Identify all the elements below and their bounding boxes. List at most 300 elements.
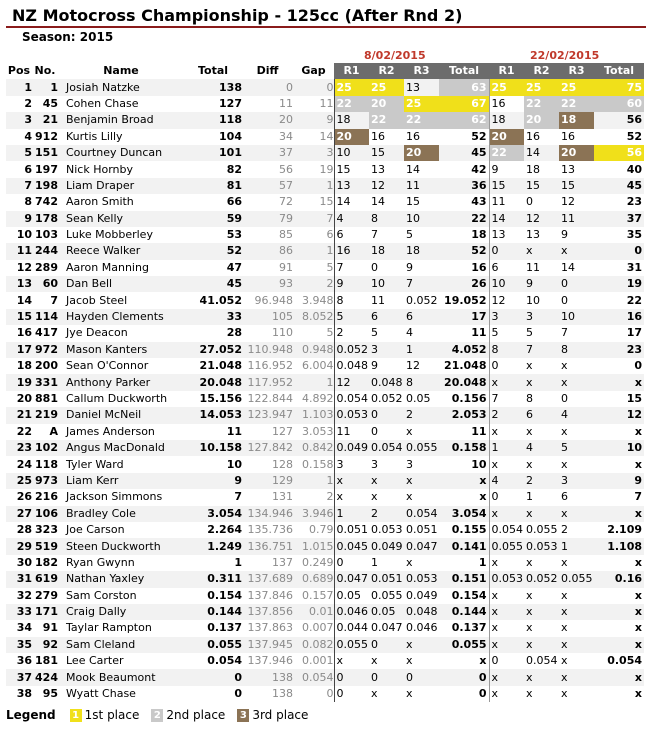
points-total: 7 (234, 490, 242, 504)
points-diff: 135.736 (247, 523, 293, 537)
rnd1-r2: 7 (371, 228, 378, 242)
rnd1-r1: x (334, 653, 369, 669)
table-row (6, 637, 644, 653)
points-total: 41.052 (199, 293, 242, 307)
rnd1-r1: 14 (334, 194, 369, 210)
rnd2-total: 19 (594, 276, 644, 292)
rnd1-total: 26 (439, 276, 489, 292)
rnd2-total: 1.108 (594, 538, 644, 554)
points-gap: 0 (293, 79, 334, 95)
rnd1-r1: 20 (334, 129, 369, 145)
rider-name: Steen Duckworth (58, 538, 184, 554)
number: 95 (42, 687, 58, 701)
rnd2-total: 75 (594, 79, 644, 95)
rnd2-r1: 25 (489, 79, 524, 95)
rnd2-total: 40 (626, 162, 642, 176)
rnd1-total: 67 (439, 96, 489, 112)
number: 279 (35, 588, 58, 602)
rnd1-r1: 0.049 (334, 440, 369, 456)
table-row (6, 456, 644, 472)
rnd2-r3: x (561, 359, 568, 373)
rnd1-total: 22 (439, 211, 489, 227)
number: 7 (50, 293, 58, 307)
rnd1-r3: x (406, 490, 413, 504)
rnd1-r3: 7 (404, 276, 439, 292)
rnd1-r3: 4 (406, 326, 413, 340)
rnd2-r3: 7 (561, 326, 568, 340)
number: 973 (32, 473, 58, 489)
header-no: No. (34, 64, 56, 78)
rnd2-r3: x (559, 637, 594, 653)
rnd2-total: 0.16 (594, 571, 644, 587)
pos: 2 (24, 96, 32, 110)
rnd1-r2: 0.048 (369, 374, 404, 390)
rnd1-r3: 18 (404, 243, 439, 259)
table-row (6, 440, 644, 456)
rnd2-total: x (594, 637, 644, 653)
rnd1-r1: 1 (334, 506, 369, 522)
points-total: 0.055 (184, 637, 242, 653)
rnd1-total: 0.151 (439, 571, 489, 587)
table-row (6, 292, 644, 308)
rnd2-r2: 15 (524, 178, 559, 194)
rnd1-total: 0 (478, 687, 487, 701)
points-gap: 0.157 (302, 588, 334, 602)
pos: 19 (6, 374, 32, 390)
table-row (6, 178, 644, 194)
pos: 33 (6, 604, 32, 620)
legend (6, 707, 316, 723)
rnd1-r2: x (369, 473, 404, 489)
table-row (6, 161, 644, 177)
table-row (6, 473, 644, 489)
points-gap: 0.842 (293, 440, 334, 456)
rnd2-r3: 0 (561, 293, 568, 307)
table-row (6, 669, 644, 685)
points-diff: 131 (272, 490, 293, 504)
rnd1-r2: 0 (369, 669, 404, 685)
rnd2-r1: x (489, 555, 524, 571)
points-diff: 138 (272, 687, 293, 701)
rnd2-total: 0.054 (607, 654, 642, 668)
points-gap: 3.948 (302, 293, 334, 307)
number: 198 (32, 178, 58, 194)
rnd1-total: 2.053 (439, 407, 489, 423)
rnd1-r2: 12 (369, 178, 404, 194)
points-gap: 15 (319, 195, 334, 209)
rnd1-r2: 14 (371, 195, 385, 209)
number: 171 (32, 604, 58, 620)
points-total: 20.048 (184, 374, 242, 390)
rnd1-r3: 6 (404, 309, 439, 325)
rnd1-r2: 1 (371, 555, 378, 569)
table-row (6, 391, 644, 407)
rider-name: Ryan Gwynn (66, 555, 135, 569)
rnd2-r1: x (489, 374, 524, 390)
points-gap: 14 (319, 129, 334, 143)
rnd1-r1: 9 (334, 276, 369, 292)
number: 619 (32, 571, 58, 587)
header-rnd2-r3: R3 (559, 63, 594, 79)
points-total: 0.311 (184, 571, 242, 587)
rnd2-r1: 18 (489, 112, 524, 128)
number: 219 (32, 407, 58, 423)
points-total: 0 (234, 687, 242, 701)
rider-name: Nathan Yaxley (58, 571, 184, 587)
rnd2-r2: x (524, 669, 559, 685)
rider-name: Jackson Simmons (66, 490, 163, 504)
legend-second: 2nd place (166, 708, 226, 722)
rnd2-r3: x (561, 555, 568, 569)
points-diff: 56 (279, 162, 293, 176)
rnd2-total: 0 (594, 243, 644, 259)
pos: 20 (16, 392, 32, 405)
rider-name: Luke Mobberley (66, 228, 153, 242)
points-total: 0.144 (184, 604, 242, 620)
rnd2-r2: x (526, 588, 533, 602)
rider-name: Craig Dally (58, 604, 184, 620)
points-diff: 91 (279, 260, 293, 274)
rnd2-r1: 5 (489, 325, 524, 341)
rnd2-r3: 2 (561, 523, 568, 537)
points-gap: 1 (293, 473, 334, 489)
header-rnd2-r1: R1 (489, 63, 524, 79)
rnd1-r3: 16 (406, 129, 420, 143)
pos: 15 (6, 309, 32, 325)
rnd2-r3: 6 (561, 490, 568, 504)
rnd2-r3: x (561, 424, 568, 438)
pos: 1 (6, 79, 32, 95)
rnd2-r1: x (489, 424, 524, 440)
rnd2-r2: 3 (524, 309, 559, 325)
rnd1-r2: 3 (371, 457, 378, 471)
number: 182 (35, 555, 58, 569)
number: 1 (32, 79, 58, 95)
rnd2-r1: 10 (489, 276, 524, 292)
rnd2-r1: 0.053 (489, 571, 524, 587)
rider-name: Sam Cleland (58, 637, 184, 653)
rnd1-total: 0.155 (451, 523, 487, 537)
points-total: 21.048 (199, 359, 242, 373)
rnd2-r1: 2 (489, 407, 524, 423)
rnd2-r1: 14 (489, 211, 524, 227)
rnd2-r1: 0 (489, 489, 524, 505)
rider-name: Angus MacDonald (58, 440, 184, 456)
rnd2-r2: 4 (524, 440, 559, 456)
rnd2-r3: 18 (559, 112, 594, 128)
rnd2-r2: 18 (526, 162, 540, 176)
number: 45 (42, 96, 58, 110)
rnd1-r1: x (334, 489, 369, 505)
rider-name: Tyler Ward (66, 457, 124, 471)
table-row (6, 112, 644, 128)
points-total: 104 (219, 129, 242, 143)
points-gap: 9 (293, 112, 334, 128)
rnd2-r3: 11 (559, 211, 594, 227)
rnd1-r3: x (406, 424, 413, 438)
rnd1-r1: 0 (334, 686, 369, 702)
number: 181 (35, 654, 58, 668)
rnd2-total: 35 (626, 228, 642, 242)
rnd2-r1: 20 (489, 129, 524, 145)
number: 103 (35, 228, 58, 242)
rnd1-r2: x (371, 687, 378, 701)
rnd2-total: 45 (594, 178, 644, 194)
rnd1-r2: 0.05 (369, 604, 404, 620)
rnd1-r1: 0.052 (334, 342, 369, 358)
rnd1-r1: 0.046 (334, 604, 369, 620)
rnd2-r3: 14 (561, 260, 575, 274)
rnd2-r1: 0.055 (489, 538, 524, 554)
table-row (6, 243, 644, 259)
rnd1-total: x (479, 654, 487, 668)
rnd2-r2: x (526, 687, 533, 701)
header-total: Total (197, 64, 229, 78)
rnd2-total: 17 (626, 326, 642, 340)
number: 881 (35, 392, 58, 405)
points-total: 33 (184, 309, 242, 325)
rnd2-r2: 14 (524, 145, 559, 161)
rnd2-r2: 25 (524, 79, 559, 95)
rnd1-total: 52 (471, 129, 487, 143)
points-total: 47 (226, 260, 242, 274)
rnd2-r1: x (489, 506, 524, 522)
rnd1-r2: 0 (371, 260, 378, 274)
points-diff: 96.948 (254, 293, 293, 307)
rnd1-r2: 2 (369, 506, 404, 522)
points-diff: 122.844 (247, 392, 293, 405)
rnd1-r2: 3 (369, 342, 404, 358)
points-total: 0.154 (207, 588, 242, 602)
rider-name: Jye Deacon (66, 326, 128, 340)
rnd2-r2: 5 (526, 326, 533, 340)
points-total: 138 (184, 79, 242, 95)
rnd1-total: 63 (439, 79, 489, 95)
rnd1-r3: 2 (404, 407, 439, 423)
points-diff: 57 (242, 178, 293, 194)
rnd1-r2: 13 (371, 162, 385, 176)
points-diff: 0 (242, 79, 293, 95)
number: 114 (32, 309, 58, 325)
rnd2-r1: 22 (489, 145, 524, 161)
rnd2-r1: 9 (489, 161, 524, 177)
rnd1-r2: 16 (371, 129, 385, 143)
header-rnd2-r2: R2 (524, 63, 559, 79)
points-gap: 8.052 (293, 309, 334, 325)
points-gap: 0.082 (293, 637, 334, 653)
points-total: 14.053 (184, 407, 242, 423)
rnd2-r2: x (526, 555, 533, 569)
rnd1-r1: 0.044 (334, 620, 369, 636)
points-gap: 0.689 (293, 571, 334, 587)
rnd2-r2: 13 (526, 228, 540, 242)
rnd2-total: 15 (626, 392, 642, 405)
rnd1-r3: 22 (404, 112, 439, 128)
pos: 34 (16, 621, 32, 635)
table-row (6, 555, 644, 571)
rnd1-r1: 3 (334, 456, 369, 472)
rider-name: Aaron Manning (66, 260, 149, 274)
points-total: 0.054 (207, 654, 242, 668)
table-row (6, 342, 644, 358)
points-total: 118 (184, 112, 242, 128)
rnd2-r1: 7 (489, 391, 524, 407)
rnd2-r2: 0.052 (524, 571, 559, 587)
pos: 21 (6, 407, 32, 423)
number: 178 (32, 211, 58, 227)
rnd2-r2: x (524, 374, 559, 390)
pos: 23 (6, 440, 32, 456)
rider-name: Cohen Chase (66, 96, 139, 110)
rnd2-r2: x (524, 506, 559, 522)
pos: 10 (16, 228, 32, 242)
rnd2-total: 22 (626, 293, 642, 307)
points-gap: 6.004 (302, 359, 334, 373)
rnd2-r3: x (559, 243, 594, 259)
rnd2-r3: 1 (559, 538, 594, 554)
points-diff: 137.946 (247, 654, 293, 668)
table-row (6, 604, 644, 620)
rnd2-r1: x (489, 456, 524, 472)
rnd2-r3: x (559, 669, 594, 685)
rnd2-r2: 10 (526, 293, 540, 307)
rnd1-r3: 14 (406, 162, 420, 176)
points-total: 3.054 (184, 506, 242, 522)
table-row (6, 194, 644, 210)
rider-name: Daniel McNeil (58, 407, 184, 423)
rnd2-r1: x (489, 604, 524, 620)
rnd1-r2: x (371, 654, 378, 668)
rnd2-total: 12 (594, 407, 644, 423)
points-diff: 129 (242, 473, 293, 489)
rnd1-r2: 6 (369, 309, 404, 325)
rnd1-r3: 13 (404, 79, 439, 95)
rnd2-r3: x (559, 604, 594, 620)
pos: 13 (6, 276, 32, 292)
rnd1-total: 0.137 (451, 621, 487, 635)
rnd2-r1: 16 (489, 96, 524, 112)
points-gap: 1 (293, 374, 334, 390)
first-place-swatch: 1 (70, 709, 82, 722)
points-diff: 137.863 (247, 621, 293, 635)
rnd1-total: 21.048 (444, 359, 487, 373)
points-gap: 0.79 (309, 523, 334, 537)
table-row (6, 424, 644, 440)
points-total: 9 (184, 473, 242, 489)
rnd1-r1: 15 (334, 161, 369, 177)
rnd2-r1: 8 (489, 342, 524, 358)
header-pos: Pos (7, 64, 31, 78)
rnd2-r3: 3 (559, 473, 594, 489)
rider-name: Josiah Natzke (58, 79, 184, 95)
number: 91 (42, 621, 58, 635)
rnd1-r2: 0.053 (371, 523, 403, 537)
rnd2-r2: 2 (524, 473, 559, 489)
points-diff: 137.689 (242, 571, 293, 587)
rider-name: Anthony Parker (58, 374, 184, 390)
rnd2-r2: 0.055 (526, 523, 558, 537)
rnd2-r3: 12 (561, 195, 575, 209)
points-diff: 137.846 (247, 588, 293, 602)
rnd2-r3: 10 (559, 309, 594, 325)
table-row (6, 79, 644, 95)
rnd2-r1: x (489, 588, 524, 604)
rnd2-r2: 0.054 (526, 654, 558, 668)
header-rnd1-r1: R1 (334, 63, 369, 79)
table-row (6, 309, 644, 325)
number: 102 (32, 440, 58, 456)
rnd1-r3: x (404, 473, 439, 489)
points-diff: 127.842 (242, 440, 293, 456)
rnd2-r1: 3 (489, 309, 524, 325)
rnd1-total: 1 (478, 555, 487, 569)
pos: 12 (16, 260, 32, 274)
rider-name: Taylar Rampton (66, 621, 152, 635)
points-diff: 134.946 (242, 506, 293, 522)
points-gap: 1 (293, 243, 334, 259)
header-gap: Gap (301, 64, 326, 78)
points-diff: 105 (242, 309, 293, 325)
rnd1-total: 4.052 (439, 342, 489, 358)
rnd1-r1: x (334, 473, 369, 489)
rnd1-r1: 11 (334, 424, 369, 440)
points-total: 15.156 (199, 392, 242, 405)
number: 60 (32, 276, 58, 292)
pos: 6 (24, 162, 32, 176)
rnd2-total: 7 (634, 490, 642, 504)
rnd1-r1: 0.047 (334, 571, 369, 587)
rnd1-r3: x (406, 687, 413, 701)
rnd1-r1: 16 (334, 243, 369, 259)
rnd2-r1: x (489, 620, 524, 636)
points-gap: 1.015 (293, 538, 334, 554)
points-total: 1 (234, 555, 242, 569)
rnd2-total: 56 (594, 145, 644, 161)
points-diff: 86 (242, 243, 293, 259)
points-diff: 123.947 (242, 407, 293, 423)
rnd1-r2: 0.047 (371, 621, 403, 635)
rnd1-r2: 11 (371, 293, 385, 307)
rnd2-r2: 12 (524, 211, 559, 227)
number: 118 (35, 457, 58, 471)
points-diff: 127 (272, 424, 293, 438)
rnd2-r1: 0 (489, 358, 524, 374)
rnd1-r2: 8 (369, 211, 404, 227)
points-total: 28 (226, 326, 242, 340)
pos: 22 (16, 424, 32, 438)
rnd2-r1: 1 (489, 440, 524, 456)
points-diff: 110.948 (242, 342, 293, 358)
points-diff: 137.945 (242, 637, 293, 653)
rnd1-r3: x (406, 555, 413, 569)
points-diff: 138 (242, 669, 293, 685)
rider-name: Callum Duckworth (66, 392, 168, 405)
rnd2-r2: 20 (524, 112, 559, 128)
rider-name: Bradley Cole (58, 506, 184, 522)
rnd2-r1: 6 (489, 260, 524, 276)
points-gap: 7 (293, 211, 334, 227)
rnd1-total: 0.141 (439, 538, 489, 554)
header-rnd1-r2: R2 (369, 63, 404, 79)
pos: 28 (16, 523, 32, 537)
rnd1-r1: 8 (334, 292, 369, 308)
pos: 4 (24, 129, 32, 143)
rnd2-total: 37 (594, 211, 644, 227)
rnd1-r3: 0.047 (404, 538, 439, 554)
points-total: 10 (226, 457, 242, 471)
rnd2-r3: 0.055 (559, 571, 594, 587)
rnd1-total: 16 (471, 260, 487, 274)
